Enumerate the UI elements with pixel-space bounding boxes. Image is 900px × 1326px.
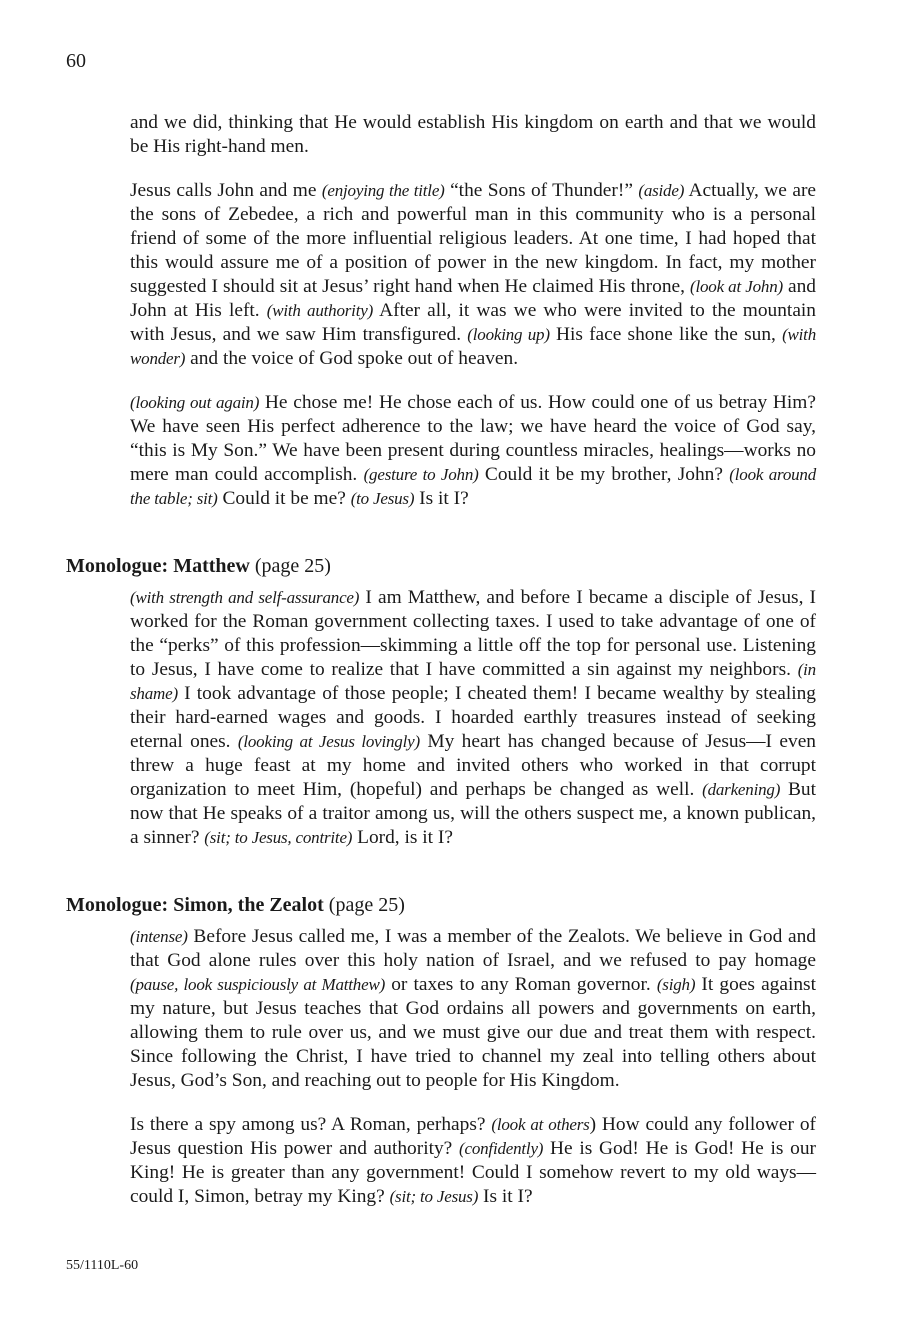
stage-direction: (gesture to John) (363, 465, 479, 484)
text-run: I took advantage of those people; I cheated them! I became wealthy by stealing their hard-earned wages and goods. I hoarded earthly treasures instead of seeking eternal ones. (130, 683, 816, 752)
matthew-heading (66, 553, 826, 579)
text-run: He chose me! He chose each of us. How could one of us betray Him? We have seen His perfect adherence to the law; we have heard the voice of God say, “this is My Son.” We have been present during countless miracles, healings—works no mere man could accomplish. (130, 392, 816, 485)
text-run: My heart has changed because of Jesus—I even threw a huge feast at my home and invited others who worked in that corrupt organization to meet Him, (hopeful) and perhaps be changed as well. (130, 731, 816, 800)
intro-paragraph-3 (130, 391, 816, 511)
text-run: Lord, is it I? (352, 827, 453, 848)
stage-direction: (looking up) (467, 325, 550, 344)
heading-page-ref: (page 25) (249, 555, 331, 577)
stage-direction: (with wonder) (130, 325, 817, 368)
heading-page-ref: (page 25) (323, 894, 405, 916)
text-run: Could it be my brother, John? (478, 464, 730, 485)
text-run: His face shone like the sun, (549, 324, 783, 345)
stage-direction: (sit; to Jesus, contrite) (204, 828, 353, 847)
stage-direction: (look around the table; sit) (130, 465, 817, 508)
stage-direction: (sigh) (656, 975, 696, 994)
footer-code: 55/1110L-60 (66, 1258, 139, 1273)
stage-direction: (with strength and self-assurance) (130, 588, 360, 607)
stage-direction: (darkening) (702, 780, 781, 799)
heading-title: Monologue: Simon, the Zealot (66, 894, 324, 916)
text-run: But now that He speaks of a traitor among us, will the others suspect me, a known publican, a sinner? (130, 779, 816, 848)
text-run: and John at His left. (130, 276, 816, 321)
stage-direction: (confidently) (459, 1139, 544, 1158)
stage-direction: (with authority) (266, 301, 374, 320)
stage-direction: (look at others (491, 1115, 590, 1134)
stage-direction: (look at John) (690, 277, 783, 296)
text-run: He is God! He is God! He is our King! He is greater than any government! Could I somehow revert to my old ways—could I, Simon, betray my King? (130, 1138, 816, 1207)
text-run: Actually, we are the sons of Zebedee, a rich and powerful man in this community who is a personal friend of some of the more influential religious leaders. At one time, I had hoped that this would assure me of a position of power in the new kingdom. In fact, my mother suggested I should sit at Jesus’ right hand when He claimed His throne, (130, 180, 817, 297)
text-run: Is it I? (414, 488, 469, 509)
stage-direction: (looking at Jesus lovingly) (237, 732, 420, 751)
page-number: 60 (66, 50, 86, 72)
text-run: or taxes to any Roman governor. (385, 974, 657, 995)
text-run: It goes against my nature, but Jesus teaches that God ordains all powers and governments on earth, allowing them to rule over us, and we must give our due and treat them with respect. Since following the Christ, I have tried to channel my zeal into telling others about Jesus, God’s Son, and reaching out to people for His Kingdom. (130, 974, 816, 1091)
simon-monologue (130, 925, 816, 1229)
text-run: Is there a spy among us? A Roman, perhaps? (130, 1114, 492, 1135)
text-run: and we did, thinking that He would establish His kingdom on earth and that we would be His right-hand men. (130, 112, 816, 157)
text-run: I am Matthew, and before I became a disciple of Jesus, I worked for the Roman government collecting taxes. I used to take advantage of one of the “perks” of this profession—skimming a little off the top for personal use. Listening to Jesus, I have come to realize that I have committed a sin against my neighbors. (130, 587, 817, 680)
text-run: Could it be me? (217, 488, 351, 509)
matthew-paragraph-1 (130, 586, 816, 850)
simon-paragraph-2 (130, 1113, 816, 1209)
stage-direction: (looking out again) (130, 393, 260, 412)
stage-direction: (enjoying the title) (321, 181, 445, 200)
text-run: Is it I? (478, 1186, 533, 1207)
intro-paragraph-2 (130, 179, 816, 371)
stage-direction: (intense) (130, 927, 188, 946)
intro-paragraph-1 (130, 111, 816, 159)
heading-title: Monologue: Matthew (66, 555, 250, 577)
intro-text (130, 111, 816, 531)
simon-paragraph-1 (130, 925, 816, 1093)
matthew-monologue (130, 586, 816, 870)
text-run: After all, it was we who were invited to the mountain with Jesus, and we saw Him transfigured. (130, 300, 817, 345)
text-run: Jesus calls John and me (130, 180, 322, 201)
text-run: ) How could any follower of Jesus question His power and authority? (130, 1114, 816, 1159)
stage-direction: (in shame) (130, 660, 816, 703)
stage-direction: (to Jesus) (350, 489, 415, 508)
stage-direction: (pause, look suspiciously at Matthew) (130, 975, 386, 994)
text-run: “the Sons of Thunder!” (444, 180, 639, 201)
text-run: and the voice of God spoke out of heaven. (185, 348, 519, 369)
text-run: Before Jesus called me, I was a member of the Zealots. We believe in God and that God alone rules over this holy nation of Israel, and we refused to pay homage (130, 926, 816, 971)
stage-direction: (aside) (638, 181, 685, 200)
stage-direction: (sit; to Jesus) (389, 1187, 479, 1206)
simon-heading (66, 892, 826, 918)
